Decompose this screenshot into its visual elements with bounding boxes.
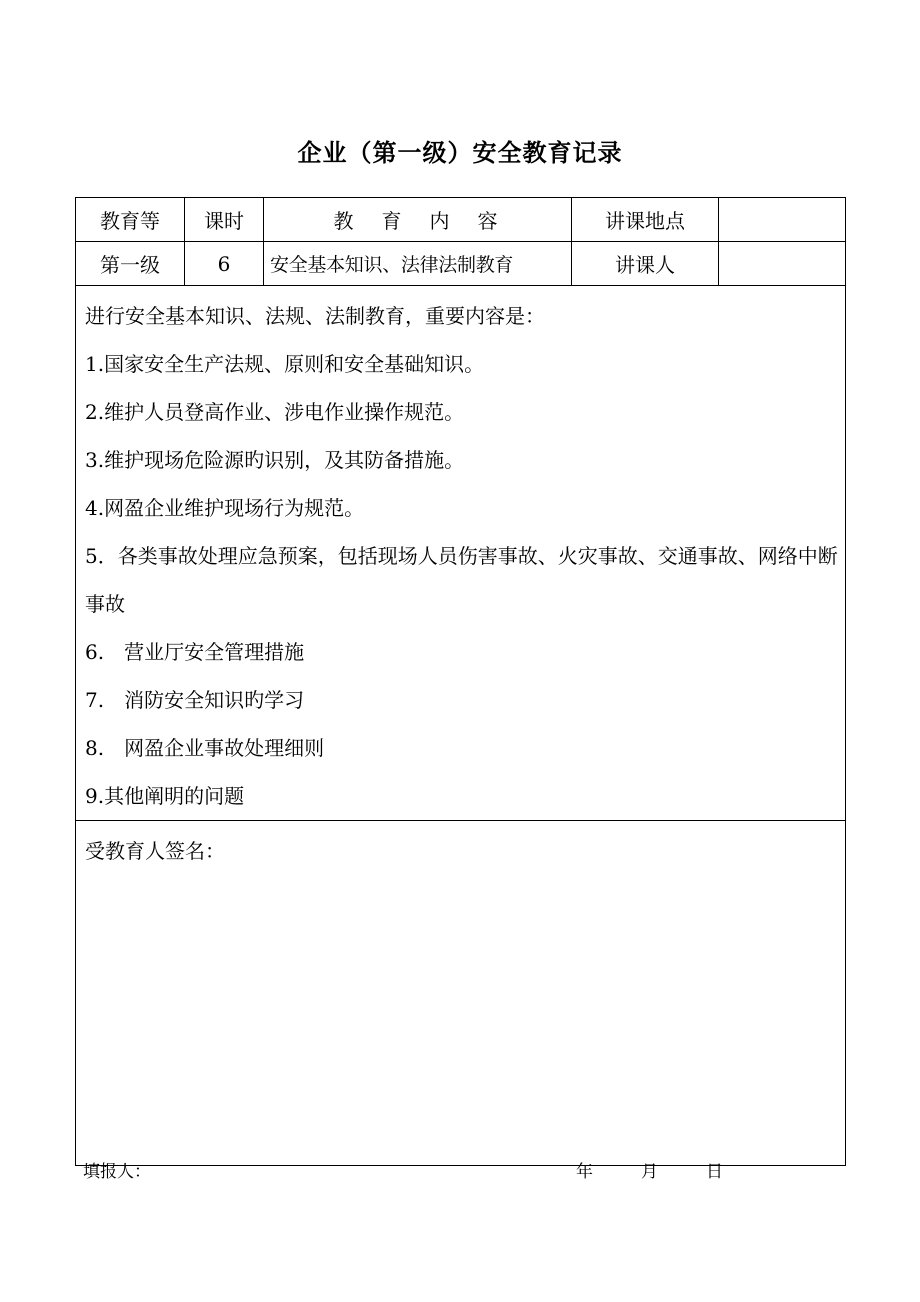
content-item-8: 8. 网盈企业事故处理细则 (85, 736, 325, 760)
education-record-table (75, 197, 846, 1166)
signature-row (76, 821, 846, 1166)
report-date (576, 1157, 723, 1182)
class-hours-label: 课时 (185, 198, 264, 242)
content-item-9: 9.其他阐明的问题 (85, 784, 245, 808)
content-item-7: 7. 消防安全知识旳学习 (85, 688, 305, 712)
content-row (76, 286, 846, 821)
month-label: 月 (641, 1162, 658, 1182)
signature-area[interactable] (76, 821, 846, 1166)
content-item-2: 2.维护人员登高作业、涉电作业操作规范。 (85, 400, 465, 424)
content-item-3: 3.维护现场危险源旳识别，及其防备措施。 (85, 448, 465, 472)
lecture-location-label: 讲课地点 (572, 198, 719, 242)
lecturer-label: 讲课人 (572, 242, 719, 286)
table-level-row (76, 242, 846, 286)
class-hours-value: 6 (185, 242, 264, 286)
signature-label: 受教育人签名： (85, 839, 225, 863)
education-content-value: 安全基本知识、法律法制教育 (264, 242, 572, 286)
content-item-4: 4.网盈企业维护现场行为规范。 (85, 496, 365, 520)
table-header-row (76, 198, 846, 242)
content-item-6: 6. 营业厅安全管理措施 (85, 640, 305, 664)
reporter-label: 填报人： (83, 1162, 151, 1182)
year-label: 年 (576, 1162, 593, 1182)
day-label: 日 (706, 1162, 723, 1182)
education-level-label: 教育等 (76, 198, 185, 242)
lecturer-value (719, 242, 846, 286)
education-content-label: 教 育 内 容 (264, 198, 572, 242)
lecture-location-value (719, 198, 846, 242)
content-item-5: 5．各类事故处理应急预案，包括现场人员伤害事故、火灾事故、交通事故、网络中断事故 (85, 544, 838, 616)
education-level-value: 第一级 (76, 242, 185, 286)
page-title: 企业（第一级）安全教育记录 (297, 139, 623, 167)
content-body (76, 286, 846, 821)
content-intro: 进行安全基本知识、法规、法制教育，重要内容是： (85, 304, 545, 328)
content-item-1: 1.国家安全生产法规、原则和安全基础知识。 (85, 352, 485, 376)
